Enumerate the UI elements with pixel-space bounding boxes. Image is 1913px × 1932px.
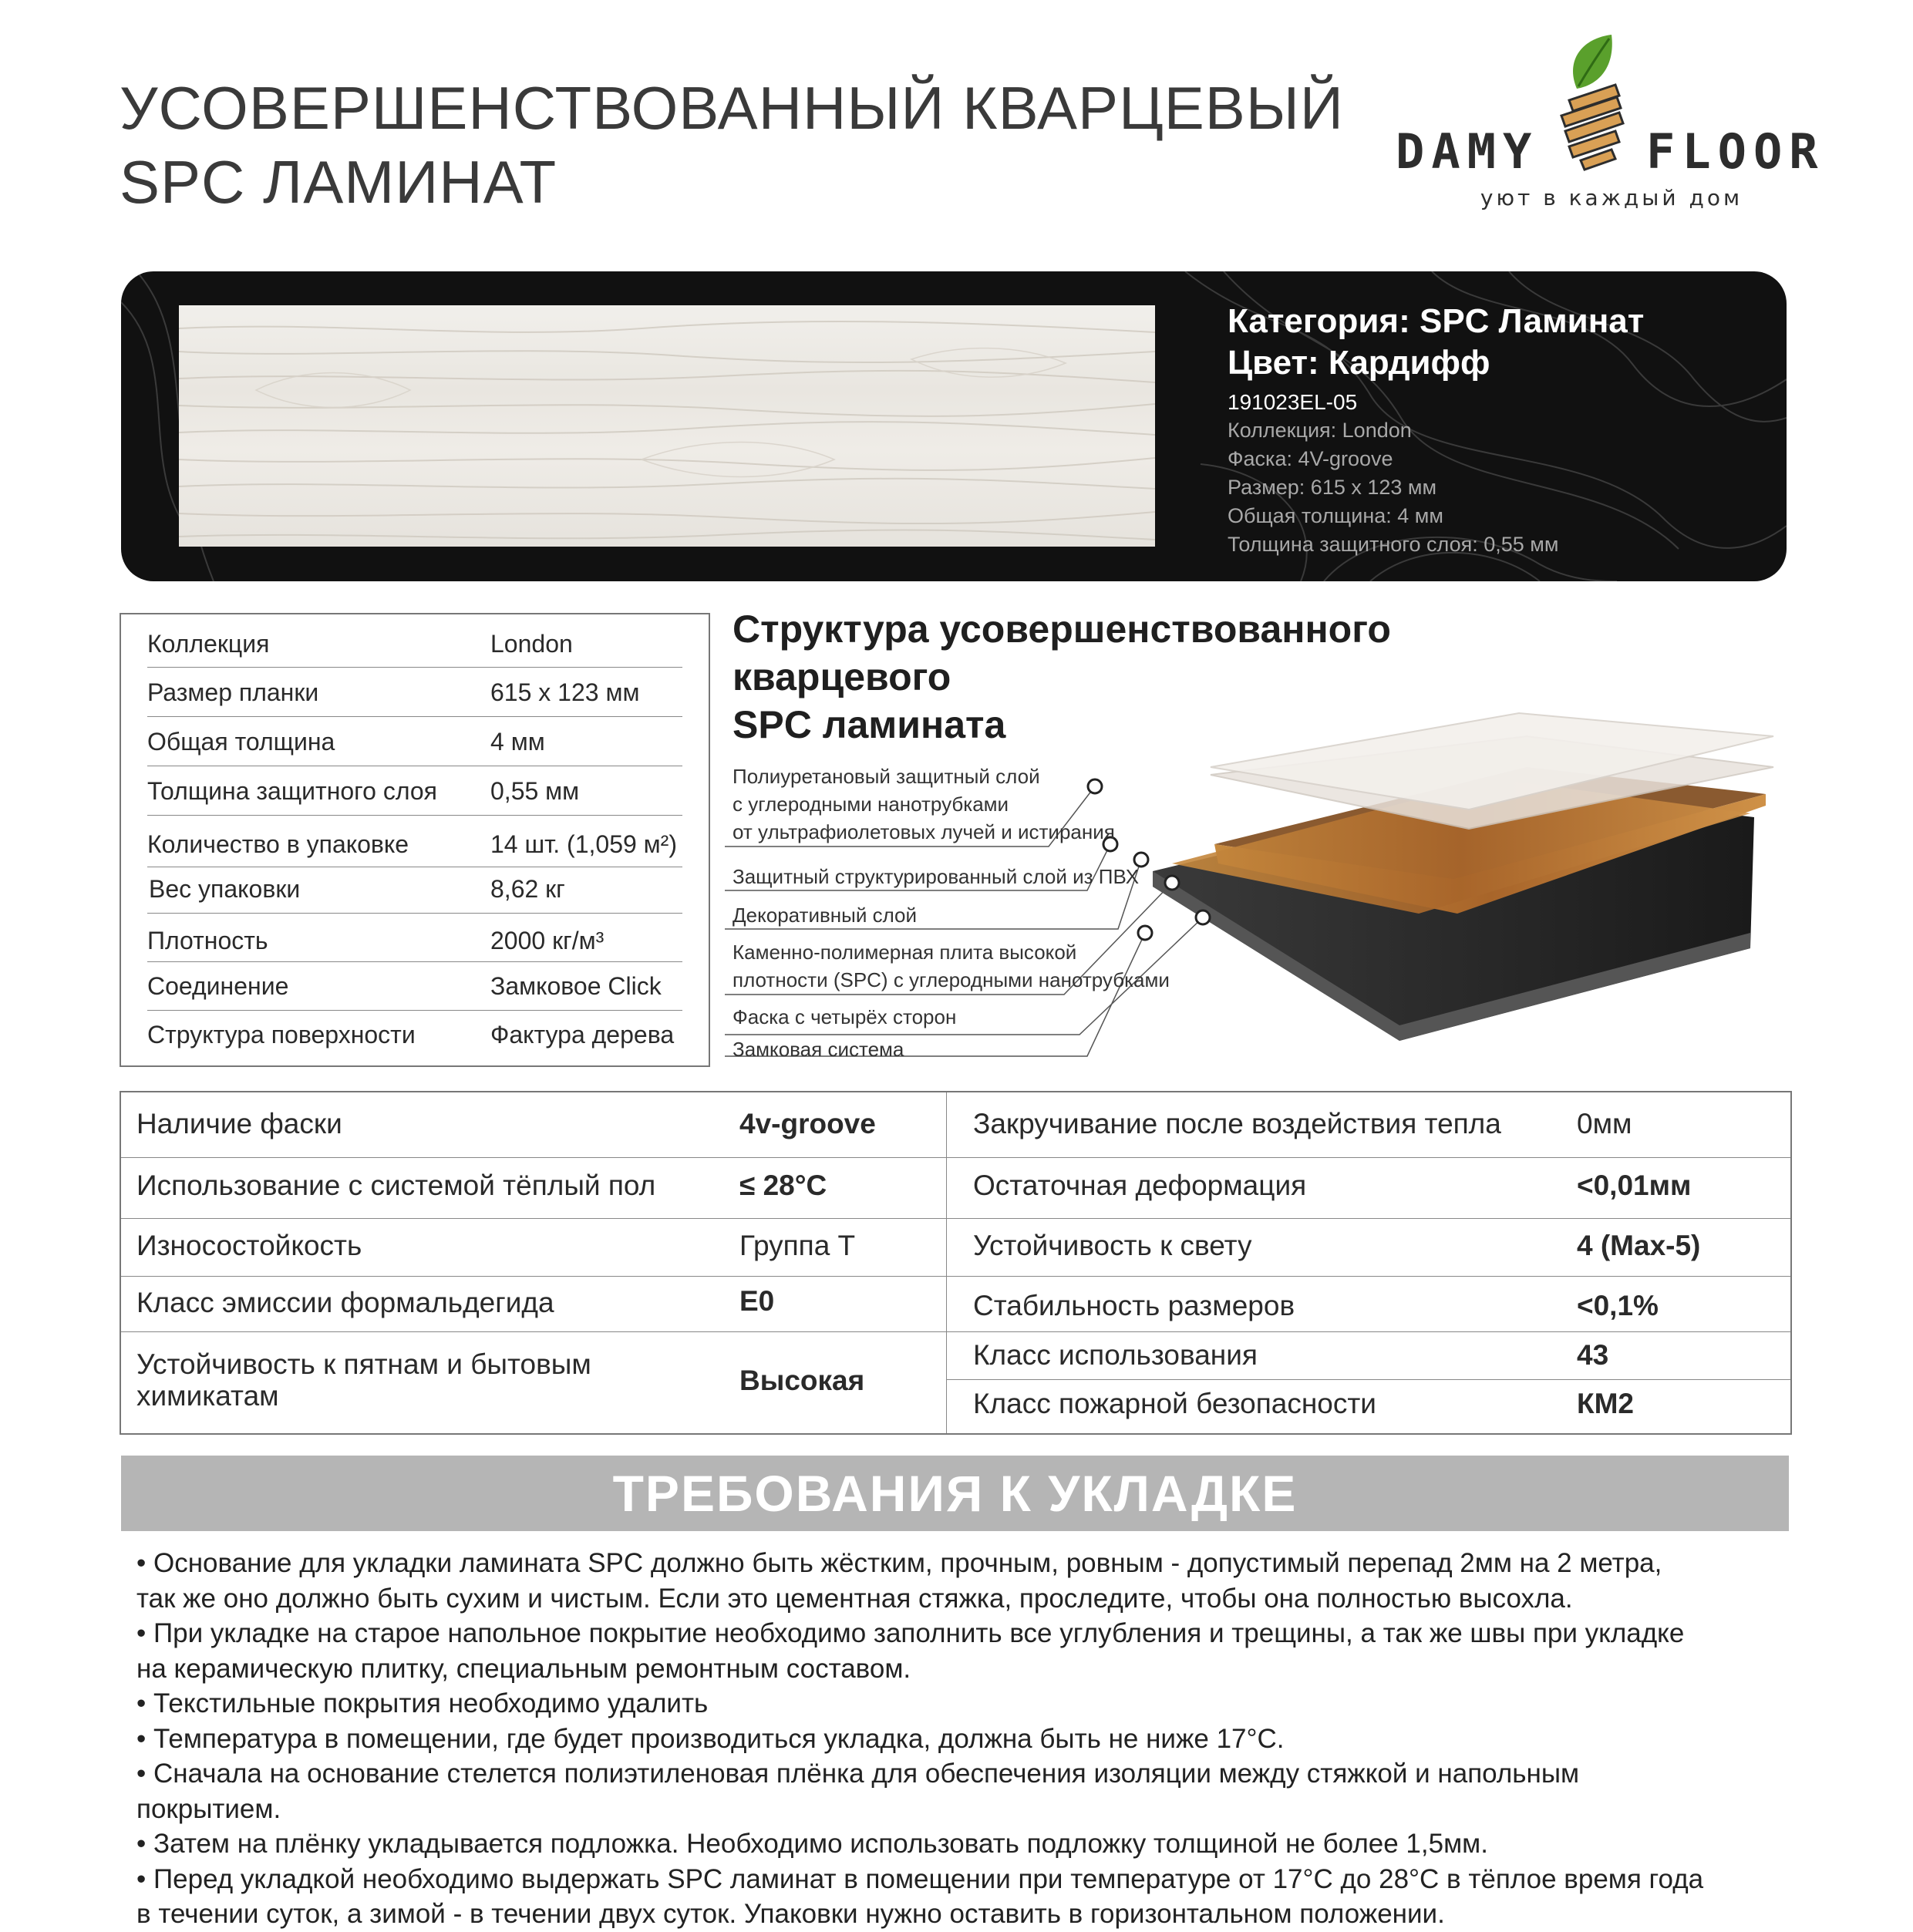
- spec-key: Количество в упаковке: [147, 830, 409, 858]
- property-value: 4v-groove: [739, 1108, 876, 1139]
- row-divider: [147, 1010, 682, 1011]
- property-value: E0: [739, 1285, 775, 1317]
- detail-bevel: Фаска: 4V-groove: [1228, 447, 1393, 470]
- spec-value: 8,62 кг: [490, 875, 565, 903]
- column-divider: [946, 1092, 947, 1433]
- property-key: Класс пожарной безопасности: [973, 1388, 1376, 1419]
- spec-value: 2000 кг/м³: [490, 927, 605, 954]
- row-divider: [121, 1331, 946, 1332]
- property-value: 43: [1577, 1339, 1609, 1371]
- requirement-line: • Перед укладкой необходимо выдержать SPC ламинат в помещении при температуре от 17°C до 28°C в тёплое время года: [136, 1863, 1704, 1894]
- spec-value: 4 мм: [490, 728, 545, 756]
- structure-title-line-1: Структура усовершенствованного: [733, 608, 1391, 651]
- structure-title-line-3: SPC ламината: [733, 703, 1006, 746]
- brand-word-left: DAMY: [1396, 123, 1539, 180]
- product-summary: [1228, 301, 1767, 559]
- property-value: 0мм: [1577, 1108, 1632, 1139]
- row-divider: [147, 815, 682, 816]
- spec-table: [120, 613, 710, 1067]
- layer-label-pvc: Защитный структурированный слой из ПВХ: [733, 865, 1140, 888]
- requirement-line: на керамическую плитку, специальным ремонтным составом.: [136, 1653, 911, 1684]
- row-divider: [946, 1276, 1790, 1277]
- row-divider: [946, 1218, 1790, 1219]
- row-divider: [147, 961, 682, 962]
- layer-label-bevel: Фаска с четырёх сторон: [733, 1005, 957, 1028]
- spec-value: 14 шт. (1,059 м²): [490, 830, 677, 858]
- requirement-line: в течении суток, а зимой - в течении двух суток. Упаковки нужно оставить в горизонтальном положении.: [136, 1899, 1445, 1929]
- detail-thickness: Общая толщина: 4 мм: [1228, 504, 1443, 527]
- spec-value: 0,55 мм: [490, 777, 580, 805]
- brand-logo: [1372, 31, 1825, 231]
- layer-label-spc-2: плотности (SPC) с углеродными нанотрубками: [733, 968, 1170, 991]
- product-code: 191023EL-05: [1228, 390, 1358, 414]
- product-hero-panel: [121, 271, 1787, 581]
- spec-key: Плотность: [147, 927, 268, 954]
- title-line-2: SPC ЛАМИНАТ: [120, 148, 557, 216]
- requirement-line: • Затем на плёнку укладывается подложка. Необходимо использовать подложку толщиной не более 1,5мм.: [136, 1829, 1488, 1859]
- property-value: Группа Т: [739, 1230, 856, 1261]
- color-label: Цвет: Кардифф: [1228, 344, 1490, 382]
- requirement-line: • Температура в помещении, где будет производиться укладка, должна быть не ниже 17°C.: [136, 1723, 1285, 1754]
- structure-title-line-2: кварцевого: [733, 655, 951, 698]
- property-key: Стабильность размеров: [973, 1290, 1295, 1321]
- requirements-title: ТРЕБОВАНИЯ К УКЛАДКЕ: [612, 1465, 1298, 1522]
- property-key: Закручивание после воздействия тепла: [973, 1108, 1501, 1139]
- layer-label-polyurethane-2: с углеродными нанотрубками: [733, 793, 1009, 816]
- property-key-line-1: Устойчивость к пятнам и бытовым: [136, 1348, 591, 1380]
- row-divider: [946, 1331, 1790, 1332]
- property-key: Износостойкость: [136, 1230, 362, 1261]
- property-value: <0,1%: [1577, 1290, 1659, 1321]
- property-key: Наличие фаски: [136, 1108, 342, 1139]
- requirement-line: • Сначала на основание стелется полиэтиленовая плёнка для обеспечения изоляции между стяжкой и напольным: [136, 1759, 1580, 1789]
- spec-key: Толщина защитного слоя: [147, 777, 437, 805]
- requirement-line: • Основание для укладки ламината SPC должно быть жёстким, прочным, ровным - допустимый перепад 2мм на 2 метра,: [136, 1548, 1662, 1578]
- requirements-header-band: [121, 1456, 1789, 1531]
- property-key-line-2: химикатам: [136, 1380, 279, 1412]
- laminate-sample-image: [179, 305, 1155, 547]
- layer-label-polyurethane-1: Полиуретановый защитный слой: [733, 765, 1040, 788]
- layer-label-spc-1: Каменно-полимерная плита высокой: [733, 941, 1077, 964]
- requirement-line: покрытием.: [136, 1793, 281, 1824]
- spec-key: Соединение: [147, 972, 289, 1000]
- detail-collection: Коллекция: London: [1228, 419, 1412, 442]
- property-key: Класс использования: [973, 1339, 1258, 1371]
- detail-wear-layer: Толщина защитного слоя: 0,55 мм: [1228, 533, 1559, 556]
- wood-grain-texture: [179, 305, 1155, 547]
- property-value: 4 (Max-5): [1577, 1230, 1701, 1261]
- property-value: <0,01мм: [1577, 1170, 1692, 1201]
- row-divider: [946, 1379, 1790, 1380]
- layer-label-polyurethane-3: от ультрафиолетовых лучей и истирания: [733, 820, 1115, 843]
- spec-value: Фактура дерева: [490, 1021, 675, 1048]
- row-divider: [121, 1218, 946, 1219]
- brand-word-right: FLOOR: [1646, 123, 1825, 180]
- spec-key: Размер планки: [147, 678, 319, 706]
- row-divider: [147, 667, 682, 668]
- row-divider: [147, 913, 682, 914]
- category-label: Категория: SPC Ламинат: [1228, 302, 1645, 340]
- title-line-1: УСОВЕРШЕНСТВОВАННЫЙ КВАРЦЕВЫЙ: [120, 74, 1344, 142]
- property-value: Высокая: [739, 1365, 865, 1396]
- spec-key: Структура поверхности: [147, 1021, 416, 1048]
- property-value: ≤ 28°C: [739, 1170, 827, 1201]
- spec-key: Общая толщина: [147, 728, 335, 756]
- property-value: КМ2: [1577, 1388, 1634, 1419]
- row-divider: [121, 1276, 946, 1277]
- layer-label-lock: Замковая система: [733, 1038, 904, 1061]
- requirement-line: • При укладке на старое напольное покрытие необходимо заполнить все углубления и трещины, а так же швы при укладке: [136, 1618, 1685, 1648]
- spec-value: 615 х 123 мм: [490, 678, 640, 706]
- property-key: Остаточная деформация: [973, 1170, 1307, 1201]
- property-key: Класс эмиссии формальдегида: [136, 1287, 554, 1318]
- property-key: Устойчивость к свету: [973, 1230, 1252, 1261]
- spec-value: Замковое Click: [490, 972, 662, 1000]
- row-divider: [121, 1157, 946, 1158]
- layer-label-decor: Декоративный слой: [733, 904, 918, 927]
- row-divider: [946, 1157, 1790, 1158]
- row-divider: [147, 716, 682, 717]
- spec-value: London: [490, 630, 573, 658]
- spec-key: Коллекция: [147, 630, 270, 658]
- requirement-line: • Текстильные покрытия необходимо удалить: [136, 1688, 709, 1718]
- property-key: Использование с системой тёплый пол: [136, 1170, 656, 1201]
- detail-size: Размер: 615 х 123 мм: [1228, 476, 1437, 499]
- properties-table: [120, 1091, 1792, 1435]
- requirement-line: так же оно должно быть сухим и чистым. Если это цементная стяжка, проследите, чтобы она полностью высохла.: [136, 1583, 1573, 1614]
- requirements-body: [136, 1546, 1787, 1932]
- document-title: [120, 71, 1353, 219]
- leaf-plank-icon: [1546, 31, 1639, 177]
- brand-tagline: уют в каждый дом: [1480, 185, 1743, 210]
- spec-key: Вес упаковки: [149, 875, 301, 903]
